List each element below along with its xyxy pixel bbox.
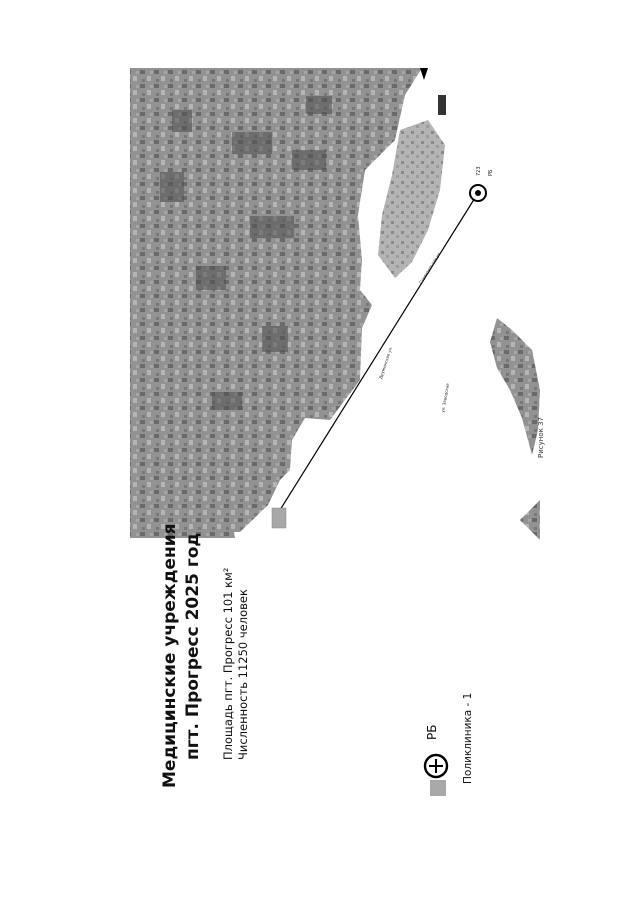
land-right-bottom xyxy=(490,318,540,455)
legend-rb-label: РБ xyxy=(425,724,439,740)
rb-marker-label: 723 xyxy=(476,166,482,176)
figure-caption: Рисунок 37 xyxy=(537,417,545,458)
land-main xyxy=(130,68,422,532)
rb-marker-icon xyxy=(470,185,486,201)
title-line-2: пгт. Прогресс 2025 год xyxy=(183,532,203,760)
street-label-2: Строительная ул. xyxy=(418,250,443,285)
population-line: Численность 11250 человек xyxy=(236,589,250,760)
street-label-3: ул. Заводская xyxy=(440,382,451,413)
polyclinic-marker xyxy=(272,508,286,528)
legend-polyclinic-label: Поликлиника - 1 xyxy=(462,692,474,784)
land-corner xyxy=(520,500,540,540)
legend-polyclinic-swatch xyxy=(430,780,446,796)
legend-rb-icon xyxy=(425,755,447,777)
street-label-1: Дружинская ул. xyxy=(378,345,394,380)
area-line: Площадь пгт. Прогресс 101 км² xyxy=(221,567,235,760)
title-line-1: Медицинские учреждения xyxy=(160,523,180,788)
rb-marker-sub: РБ xyxy=(488,169,494,176)
